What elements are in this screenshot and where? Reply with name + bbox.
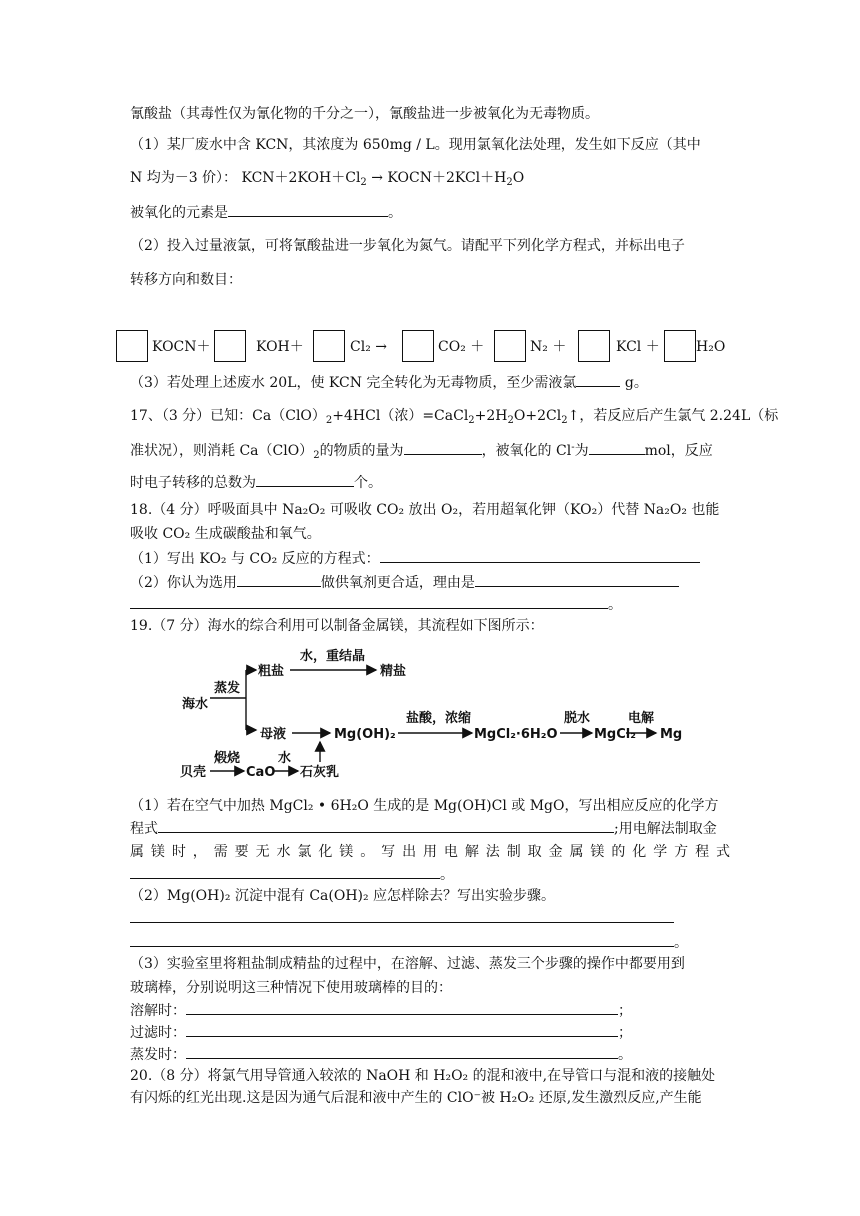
- answer-blank[interactable]: [130, 594, 608, 609]
- coefficient-box[interactable]: [578, 330, 610, 362]
- flow-evaporate-label: 蒸发: [214, 681, 241, 696]
- coefficient-box[interactable]: [313, 330, 345, 362]
- answer-blank[interactable]: [186, 1044, 618, 1059]
- flow-mgcl2-hydrate: MgCl₂·6H₂O: [474, 727, 558, 742]
- flow-water-label: 水: [278, 751, 292, 766]
- flow-fine-salt: 精盐: [380, 664, 407, 679]
- answer-blank[interactable]: [380, 548, 700, 563]
- answer-blank[interactable]: [130, 864, 440, 879]
- q17-line1: 17、（3 分）已知：$Ca(ClO)_2+4HCl$（浓）$=CaCl_2+2H_2O+2Cl_2↑$，若反应后产生氯气 2.24L（标: [130, 408, 779, 426]
- q19-title: 19.（7 分）海水的综合利用可以制备金属镁，其流程如下图所示：: [130, 618, 544, 634]
- answer-blank[interactable]: [186, 1000, 618, 1015]
- q19-part1-line2: 程式 ;用电解法制取金: [130, 818, 717, 839]
- intro-line: 氰酸盐（其毒性仅为氰化物的千分之一），氰酸盐进一步被氧化为无毒物质。: [130, 106, 599, 122]
- answer-blank[interactable]: [404, 440, 482, 455]
- q18-part2-cont: 。: [130, 594, 622, 615]
- q16-part1-equation: N 均为－3 价）： $KCN+2KOH+Cl_2$ → $KOCN+2KCl+H_2O$: [130, 170, 525, 188]
- flow-recrystallize-label: 水，重结晶: [300, 649, 366, 664]
- flow-mgcl2: MgCl₂: [594, 727, 636, 742]
- q16-part1-question: 被氧化的元素是 。: [130, 202, 402, 223]
- q18-part1: （1）写出 KO₂ 与 CO₂ 反应的方程式：: [130, 548, 700, 569]
- coefficient-box[interactable]: [494, 330, 526, 362]
- q18-line1: 18.（4 分）呼吸面具中 Na₂O₂ 可吸收 CO₂ 放出 O₂，若用超氧化钾（KO₂）代替 Na₂O₂ 也能: [130, 502, 720, 518]
- flow-mg: Mg: [660, 727, 683, 742]
- q16-part2-line1: （2）投入过量液氯，可将氰酸盐进一步氧化为氮气。请配平下列化学方程式，并标出电子: [130, 238, 685, 254]
- flow-shell: 贝壳: [180, 765, 207, 780]
- q16-part3: （3）若处理上述废水 20L，使 KCN 完全转化为无毒物质，至少需液氯 g。: [130, 372, 648, 393]
- answer-blank[interactable]: [130, 932, 674, 947]
- flow-seawater: 海水: [182, 697, 209, 712]
- q19-part1-line4: 。: [130, 864, 454, 885]
- q19-part2: （2）Mg(OH)₂ 沉淀中混有 Ca(OH)₂ 应怎样除去？写出实验步骤。: [130, 888, 556, 904]
- coefficient-box[interactable]: [402, 330, 434, 362]
- answer-blank[interactable]: [475, 572, 679, 587]
- flow-dehydrate-label: 脱水: [564, 711, 591, 726]
- q16-part2-line2: 转移方向和数目：: [130, 272, 242, 288]
- q19-part1-line1: （1）若在空气中加热 MgCl₂ • 6H₂O 生成的是 Mg(OH)Cl 或 MgO，写出相应反应的化学方: [130, 798, 719, 814]
- q19-part3-line2: 玻璃棒，分别说明这三种情况下使用玻璃棒的目的：: [130, 980, 452, 996]
- flow-mother-liquor: 母液: [260, 727, 287, 742]
- equation-term: N₂ ＋: [530, 339, 567, 355]
- equation-term: KOCN＋: [152, 339, 211, 355]
- answer-blank[interactable]: [576, 372, 620, 387]
- coefficient-box[interactable]: [116, 330, 148, 362]
- flow-lime-milk: 石灰乳: [300, 765, 340, 780]
- equation-term: CO₂ ＋: [438, 339, 485, 355]
- answer-blank[interactable]: [186, 1022, 618, 1037]
- q18-part2: （2）你认为选用 做供氧剂更合适，理由是: [130, 572, 679, 593]
- equation-term: H₂O: [696, 339, 726, 355]
- flow-mgoh2: Mg(OH)₂: [334, 727, 396, 742]
- q20-line1: 20.（8 分）将氯气用导管通入较浓的 NaOH 和 H₂O₂ 的混和液中,在导管口与混和液的接触处: [130, 1068, 716, 1084]
- q20-line2: 有闪烁的红光出现.这是因为通气后混和液中产生的 ClO⁻被 H₂O₂ 还原,发生激烈反应,产生能: [130, 1090, 702, 1106]
- flow-crude-salt: 粗盐: [258, 664, 285, 679]
- answer-blank[interactable]: [256, 472, 354, 487]
- q19-evaporate: 蒸发时： 。: [130, 1044, 632, 1065]
- q19-part2-answer1: [130, 908, 674, 929]
- flow-hcl-label: 盐酸，浓缩: [406, 711, 472, 726]
- q18-line2: 吸收 CO₂ 生成碳酸盐和氧气。: [130, 526, 321, 542]
- equation-term: KOH＋: [256, 339, 304, 355]
- flow-electrolysis-label: 电解: [628, 711, 655, 726]
- q17-line3: 时电子转移的总数为 个。: [130, 472, 382, 493]
- flow-cao: CaO: [246, 765, 276, 780]
- answer-blank[interactable]: [237, 572, 321, 587]
- equation-term: KCl ＋: [616, 339, 660, 355]
- q19-part2-answer2: 。: [130, 932, 688, 953]
- answer-blank[interactable]: [130, 908, 674, 923]
- coefficient-box[interactable]: [664, 330, 696, 362]
- q19-part3-line1: （3）实验室里将粗盐制成精盐的过程中，在溶解、过滤、蒸发三个步骤的操作中都要用到: [130, 956, 685, 972]
- magnesium-flow-diagram: [180, 642, 700, 782]
- q19-dissolve: 溶解时： ；: [130, 1000, 632, 1021]
- q17-line2: 准状况），则消耗 $Ca(ClO)_2$的物质的量为 ，被氧化的 Cl-为 mol，反应: [130, 442, 713, 461]
- answer-blank[interactable]: [228, 202, 388, 217]
- flow-calcine-label: 煅烧: [214, 751, 241, 766]
- q19-filter: 过滤时： ；: [130, 1022, 632, 1043]
- q16-part1-line1: （1）某厂废水中含 KCN，其浓度为 650mg / L。现用氯氧化法处理，发生如下反应（其中: [130, 137, 701, 153]
- q19-part1-line3: 属 镁 时 ， 需 要 无 水 氯 化 镁 。 写 出 用 电 解 法 制 取 金 属 镁 的 化 学 方 程 式: [130, 844, 730, 860]
- answer-blank[interactable]: [589, 440, 645, 455]
- equation-term: Cl₂ →: [350, 339, 387, 355]
- answer-blank[interactable]: [158, 818, 614, 833]
- coefficient-box[interactable]: [214, 330, 246, 362]
